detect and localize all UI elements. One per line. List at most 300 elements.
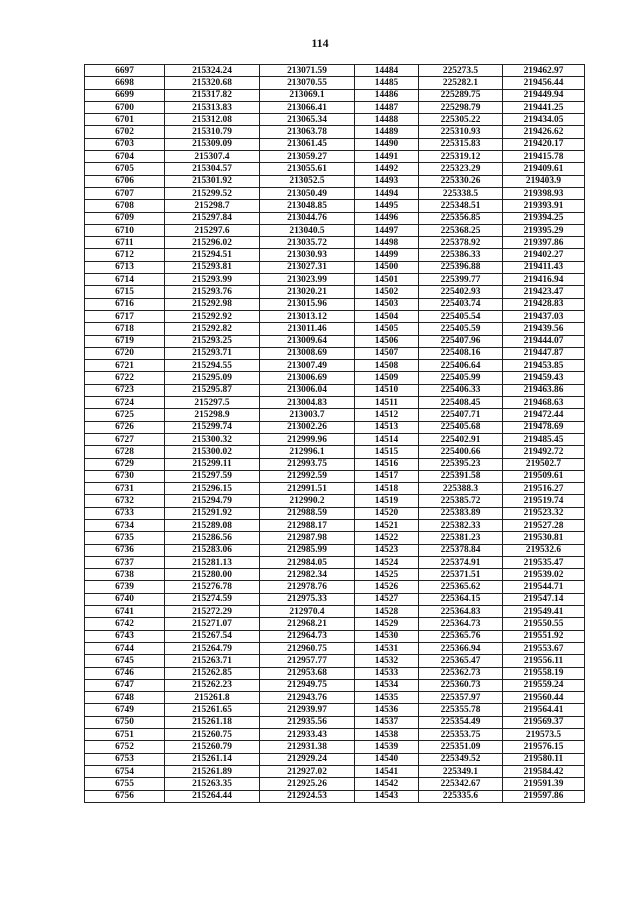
table-cell: 225388.3 — [419, 483, 503, 495]
table-cell: 6740 — [85, 593, 165, 605]
table-row — [85, 433, 585, 445]
table-cell: 215261.14 — [165, 753, 260, 765]
table-cell: 219437.03 — [503, 310, 585, 322]
table-cell: 215293.76 — [165, 286, 260, 298]
table-row — [85, 261, 585, 273]
table-row — [85, 274, 585, 286]
table-cell: 14522 — [355, 532, 419, 544]
table-cell: 14495 — [355, 200, 419, 212]
table-cell: 215262.85 — [165, 667, 260, 679]
table-row — [85, 556, 585, 568]
table-cell: 215296.15 — [165, 483, 260, 495]
table-cell: 6728 — [85, 446, 165, 458]
table-cell: 219580.11 — [503, 753, 585, 765]
table-cell: 6731 — [85, 483, 165, 495]
table-cell: 219398.93 — [503, 187, 585, 199]
table-cell: 14500 — [355, 261, 419, 273]
table-cell: 225403.74 — [419, 298, 503, 310]
table-cell: 14540 — [355, 753, 419, 765]
table-cell: 212990.2 — [260, 495, 355, 507]
table-cell: 213040.5 — [260, 224, 355, 236]
table-cell: 219530.81 — [503, 532, 585, 544]
table-row — [85, 372, 585, 384]
table-cell: 212984.05 — [260, 556, 355, 568]
table-cell: 225408.16 — [419, 347, 503, 359]
table-cell: 213002.26 — [260, 421, 355, 433]
table-cell: 219544.71 — [503, 581, 585, 593]
table-cell: 215324.24 — [165, 65, 260, 77]
table-cell: 225357.97 — [419, 692, 503, 704]
table-cell: 14543 — [355, 790, 419, 802]
table-cell: 6716 — [85, 298, 165, 310]
table-cell: 6753 — [85, 753, 165, 765]
table-cell: 14514 — [355, 433, 419, 445]
table-cell: 212960.75 — [260, 642, 355, 654]
table-cell: 14519 — [355, 495, 419, 507]
table-row — [85, 519, 585, 531]
table-cell: 219420.17 — [503, 138, 585, 150]
table-cell: 219597.86 — [503, 790, 585, 802]
table-cell: 219444.07 — [503, 335, 585, 347]
table-cell: 6726 — [85, 421, 165, 433]
table-cell: 6733 — [85, 507, 165, 519]
table-cell: 219428.83 — [503, 298, 585, 310]
table-cell: 14504 — [355, 310, 419, 322]
table-row — [85, 655, 585, 667]
table-cell: 6717 — [85, 310, 165, 322]
table-cell: 219551.92 — [503, 630, 585, 642]
table-cell: 225365.76 — [419, 630, 503, 642]
table-cell: 14487 — [355, 101, 419, 113]
table-cell: 6711 — [85, 237, 165, 249]
table-row — [85, 212, 585, 224]
table-cell: 6755 — [85, 778, 165, 790]
table-row — [85, 175, 585, 187]
table-cell: 219453.85 — [503, 360, 585, 372]
table-cell: 215309.09 — [165, 138, 260, 150]
table-row — [85, 458, 585, 470]
table-row — [85, 704, 585, 716]
table-cell: 6756 — [85, 790, 165, 802]
table-cell: 6732 — [85, 495, 165, 507]
table-cell: 213055.61 — [260, 163, 355, 175]
table-row — [85, 249, 585, 261]
table-cell: 6747 — [85, 679, 165, 691]
table-cell: 213052.5 — [260, 175, 355, 187]
table-cell: 225371.51 — [419, 569, 503, 581]
coordinate-table — [84, 64, 585, 803]
table-cell: 219478.69 — [503, 421, 585, 433]
table-cell: 215286.56 — [165, 532, 260, 544]
table-cell: 219502.7 — [503, 458, 585, 470]
table-cell: 14509 — [355, 372, 419, 384]
table-cell: 6713 — [85, 261, 165, 273]
table-row — [85, 114, 585, 126]
table-cell: 14508 — [355, 360, 419, 372]
table-cell: 6703 — [85, 138, 165, 150]
table-row — [85, 126, 585, 138]
table-row — [85, 729, 585, 741]
table-cell: 225407.71 — [419, 409, 503, 421]
table-cell: 14488 — [355, 114, 419, 126]
table-cell: 212970.4 — [260, 606, 355, 618]
table-row — [85, 470, 585, 482]
table-cell: 219532.6 — [503, 544, 585, 556]
table-cell: 219403.9 — [503, 175, 585, 187]
table-cell: 219573.5 — [503, 729, 585, 741]
table-cell: 215320.68 — [165, 77, 260, 89]
table-cell: 213027.31 — [260, 261, 355, 273]
table-row — [85, 286, 585, 298]
table-cell: 215300.32 — [165, 433, 260, 445]
table-cell: 6727 — [85, 433, 165, 445]
table-cell: 225362.73 — [419, 667, 503, 679]
table-row — [85, 544, 585, 556]
table-cell: 213004.83 — [260, 397, 355, 409]
table-cell: 225406.33 — [419, 384, 503, 396]
table-cell: 219576.15 — [503, 741, 585, 753]
table-cell: 219553.67 — [503, 642, 585, 654]
table-row — [85, 347, 585, 359]
table-row — [85, 753, 585, 765]
table-cell: 14528 — [355, 606, 419, 618]
table-row — [85, 507, 585, 519]
table-cell: 213065.34 — [260, 114, 355, 126]
table-cell: 6699 — [85, 89, 165, 101]
table-cell: 219456.44 — [503, 77, 585, 89]
table-row — [85, 679, 585, 691]
table-row — [85, 77, 585, 89]
table-cell: 225407.96 — [419, 335, 503, 347]
table-row — [85, 741, 585, 753]
table-cell: 14499 — [355, 249, 419, 261]
table-cell: 225378.84 — [419, 544, 503, 556]
table-cell: 219584.42 — [503, 765, 585, 777]
table-cell: 6698 — [85, 77, 165, 89]
table-cell: 212982.34 — [260, 569, 355, 581]
table-cell: 14503 — [355, 298, 419, 310]
table-cell: 212993.75 — [260, 458, 355, 470]
table-cell: 212931.38 — [260, 741, 355, 753]
table-cell: 219539.02 — [503, 569, 585, 581]
table-cell: 6737 — [85, 556, 165, 568]
table-cell: 6744 — [85, 642, 165, 654]
table-cell: 6752 — [85, 741, 165, 753]
table-cell: 219527.28 — [503, 519, 585, 531]
table-cell: 212935.56 — [260, 716, 355, 728]
table-cell: 14523 — [355, 544, 419, 556]
table-cell: 14541 — [355, 765, 419, 777]
table-cell: 14533 — [355, 667, 419, 679]
table-cell: 225319.12 — [419, 151, 503, 163]
table-cell: 215297.84 — [165, 212, 260, 224]
table-cell: 14485 — [355, 77, 419, 89]
table-cell: 6701 — [85, 114, 165, 126]
table-cell: 212953.68 — [260, 667, 355, 679]
table-cell: 215299.52 — [165, 187, 260, 199]
table-cell: 6697 — [85, 65, 165, 77]
table-cell: 219564.41 — [503, 704, 585, 716]
table-cell: 219519.74 — [503, 495, 585, 507]
table-cell: 14536 — [355, 704, 419, 716]
table-cell: 219447.87 — [503, 347, 585, 359]
table-cell: 14521 — [355, 519, 419, 531]
table-cell: 213050.49 — [260, 187, 355, 199]
table-cell: 215293.99 — [165, 274, 260, 286]
table-cell: 225348.51 — [419, 200, 503, 212]
table-cell: 219547.14 — [503, 593, 585, 605]
table-cell: 14511 — [355, 397, 419, 409]
table-cell: 215295.09 — [165, 372, 260, 384]
table-cell: 215271.07 — [165, 618, 260, 630]
table-cell: 14489 — [355, 126, 419, 138]
table-cell: 219409.61 — [503, 163, 585, 175]
table-cell: 215312.08 — [165, 114, 260, 126]
table-cell: 212933.43 — [260, 729, 355, 741]
table-cell: 215297.6 — [165, 224, 260, 236]
table-row — [85, 569, 585, 581]
table-cell: 212943.76 — [260, 692, 355, 704]
table-cell: 225366.94 — [419, 642, 503, 654]
table-cell: 219463.86 — [503, 384, 585, 396]
table-cell: 225355.78 — [419, 704, 503, 716]
table-row — [85, 384, 585, 396]
table-cell: 219472.44 — [503, 409, 585, 421]
table-row — [85, 421, 585, 433]
table-cell: 215307.4 — [165, 151, 260, 163]
table-cell: 14502 — [355, 286, 419, 298]
table-cell: 215264.79 — [165, 642, 260, 654]
table-cell: 219411.43 — [503, 261, 585, 273]
table-cell: 225383.89 — [419, 507, 503, 519]
table-cell: 6722 — [85, 372, 165, 384]
table-cell: 6724 — [85, 397, 165, 409]
table-cell: 14516 — [355, 458, 419, 470]
table-row — [85, 335, 585, 347]
table-cell: 14497 — [355, 224, 419, 236]
table-cell: 219559.24 — [503, 679, 585, 691]
table-cell: 212949.75 — [260, 679, 355, 691]
table-cell: 225405.59 — [419, 323, 503, 335]
table-cell: 225378.92 — [419, 237, 503, 249]
table-cell: 219434.05 — [503, 114, 585, 126]
table-row — [85, 89, 585, 101]
table-cell: 213035.72 — [260, 237, 355, 249]
table-cell: 219468.63 — [503, 397, 585, 409]
table-cell: 212957.77 — [260, 655, 355, 667]
table-cell: 6735 — [85, 532, 165, 544]
table-cell: 212924.53 — [260, 790, 355, 802]
table-cell: 215274.59 — [165, 593, 260, 605]
table-cell: 14530 — [355, 630, 419, 642]
table-cell: 215294.51 — [165, 249, 260, 261]
table-cell: 215261.65 — [165, 704, 260, 716]
table-cell: 213044.76 — [260, 212, 355, 224]
table-cell: 215292.92 — [165, 310, 260, 322]
table-cell: 6720 — [85, 347, 165, 359]
table-cell: 219426.62 — [503, 126, 585, 138]
table-cell: 14520 — [355, 507, 419, 519]
table-cell: 213006.69 — [260, 372, 355, 384]
table-cell: 215301.92 — [165, 175, 260, 187]
table-cell: 6742 — [85, 618, 165, 630]
table-cell: 225386.33 — [419, 249, 503, 261]
table-cell: 225335.6 — [419, 790, 503, 802]
table-cell: 14505 — [355, 323, 419, 335]
table-row — [85, 151, 585, 163]
table-cell: 6710 — [85, 224, 165, 236]
table-cell: 219459.43 — [503, 372, 585, 384]
table-cell: 215313.83 — [165, 101, 260, 113]
table-cell: 6729 — [85, 458, 165, 470]
table-row — [85, 532, 585, 544]
table-cell: 213020.21 — [260, 286, 355, 298]
table-cell: 213059.27 — [260, 151, 355, 163]
coordinate-table-body — [85, 65, 585, 803]
table-row — [85, 483, 585, 495]
table-cell: 213008.69 — [260, 347, 355, 359]
table-cell: 14484 — [355, 65, 419, 77]
table-cell: 215292.82 — [165, 323, 260, 335]
table-cell: 225405.54 — [419, 310, 503, 322]
table-cell: 14529 — [355, 618, 419, 630]
table-cell: 14490 — [355, 138, 419, 150]
table-cell: 6719 — [85, 335, 165, 347]
table-cell: 219449.94 — [503, 89, 585, 101]
table-cell: 215298.7 — [165, 200, 260, 212]
table-cell: 225354.49 — [419, 716, 503, 728]
table-cell: 225368.25 — [419, 224, 503, 236]
table-cell: 6750 — [85, 716, 165, 728]
table-cell: 212996.1 — [260, 446, 355, 458]
table-cell: 14510 — [355, 384, 419, 396]
table-cell: 215283.06 — [165, 544, 260, 556]
table-cell: 14513 — [355, 421, 419, 433]
table-cell: 213048.85 — [260, 200, 355, 212]
table-cell: 215293.25 — [165, 335, 260, 347]
table-row — [85, 495, 585, 507]
table-cell: 219415.78 — [503, 151, 585, 163]
table-cell: 215291.92 — [165, 507, 260, 519]
table-cell: 225273.5 — [419, 65, 503, 77]
table-cell: 215281.13 — [165, 556, 260, 568]
table-cell: 212968.21 — [260, 618, 355, 630]
table-cell: 212991.51 — [260, 483, 355, 495]
table-cell: 225323.29 — [419, 163, 503, 175]
table-cell: 6705 — [85, 163, 165, 175]
table-cell: 14507 — [355, 347, 419, 359]
table-cell: 219550.55 — [503, 618, 585, 630]
table-cell: 6714 — [85, 274, 165, 286]
table-cell: 14515 — [355, 446, 419, 458]
table-cell: 6734 — [85, 519, 165, 531]
table-cell: 219535.47 — [503, 556, 585, 568]
table-cell: 219560.44 — [503, 692, 585, 704]
table-row — [85, 237, 585, 249]
table-cell: 213006.04 — [260, 384, 355, 396]
table-cell: 225382.33 — [419, 519, 503, 531]
table-cell: 225365.47 — [419, 655, 503, 667]
table-cell: 213061.45 — [260, 138, 355, 150]
table-row — [85, 667, 585, 679]
table-cell: 14496 — [355, 212, 419, 224]
table-cell: 14538 — [355, 729, 419, 741]
table-cell: 6749 — [85, 704, 165, 716]
table-cell: 219395.29 — [503, 224, 585, 236]
table-cell: 215267.54 — [165, 630, 260, 642]
table-cell: 212925.26 — [260, 778, 355, 790]
table-cell: 225406.64 — [419, 360, 503, 372]
table-cell: 225408.45 — [419, 397, 503, 409]
table-row — [85, 323, 585, 335]
table-cell: 225342.67 — [419, 778, 503, 790]
table-cell: 215310.79 — [165, 126, 260, 138]
table-cell: 225402.93 — [419, 286, 503, 298]
table-row — [85, 642, 585, 654]
table-cell: 219516.27 — [503, 483, 585, 495]
table-cell: 14526 — [355, 581, 419, 593]
table-cell: 215296.02 — [165, 237, 260, 249]
table-cell: 215263.71 — [165, 655, 260, 667]
table-cell: 225395.23 — [419, 458, 503, 470]
table-cell: 6739 — [85, 581, 165, 593]
table-cell: 215261.89 — [165, 765, 260, 777]
table-cell: 6748 — [85, 692, 165, 704]
table-cell: 215260.75 — [165, 729, 260, 741]
table-cell: 215260.79 — [165, 741, 260, 753]
table-cell: 6721 — [85, 360, 165, 372]
table-cell: 225351.09 — [419, 741, 503, 753]
table-cell: 225396.88 — [419, 261, 503, 273]
table-cell: 225402.91 — [419, 433, 503, 445]
table-cell: 215294.55 — [165, 360, 260, 372]
table-cell: 215295.87 — [165, 384, 260, 396]
table-cell: 215300.02 — [165, 446, 260, 458]
table-cell: 6741 — [85, 606, 165, 618]
table-row — [85, 187, 585, 199]
table-cell: 225364.73 — [419, 618, 503, 630]
table-cell: 213070.55 — [260, 77, 355, 89]
table-cell: 215264.44 — [165, 790, 260, 802]
table-cell: 213013.12 — [260, 310, 355, 322]
table-cell: 215261.8 — [165, 692, 260, 704]
table-cell: 14494 — [355, 187, 419, 199]
table-row — [85, 778, 585, 790]
table-cell: 6718 — [85, 323, 165, 335]
table-cell: 225391.58 — [419, 470, 503, 482]
table-cell: 215297.5 — [165, 397, 260, 409]
table-cell: 14525 — [355, 569, 419, 581]
table-row — [85, 765, 585, 777]
table-cell: 6730 — [85, 470, 165, 482]
table-cell: 212929.24 — [260, 753, 355, 765]
table-row — [85, 716, 585, 728]
table-row — [85, 618, 585, 630]
table-cell: 213007.49 — [260, 360, 355, 372]
table-cell: 14506 — [355, 335, 419, 347]
table-cell: 6743 — [85, 630, 165, 642]
table-cell: 215297.59 — [165, 470, 260, 482]
table-cell: 215289.08 — [165, 519, 260, 531]
table-cell: 219492.72 — [503, 446, 585, 458]
table-cell: 215317.82 — [165, 89, 260, 101]
table-cell: 215280.00 — [165, 569, 260, 581]
table-cell: 219558.19 — [503, 667, 585, 679]
table-cell: 213009.64 — [260, 335, 355, 347]
table-cell: 225385.72 — [419, 495, 503, 507]
table-cell: 14534 — [355, 679, 419, 691]
table-row — [85, 790, 585, 802]
